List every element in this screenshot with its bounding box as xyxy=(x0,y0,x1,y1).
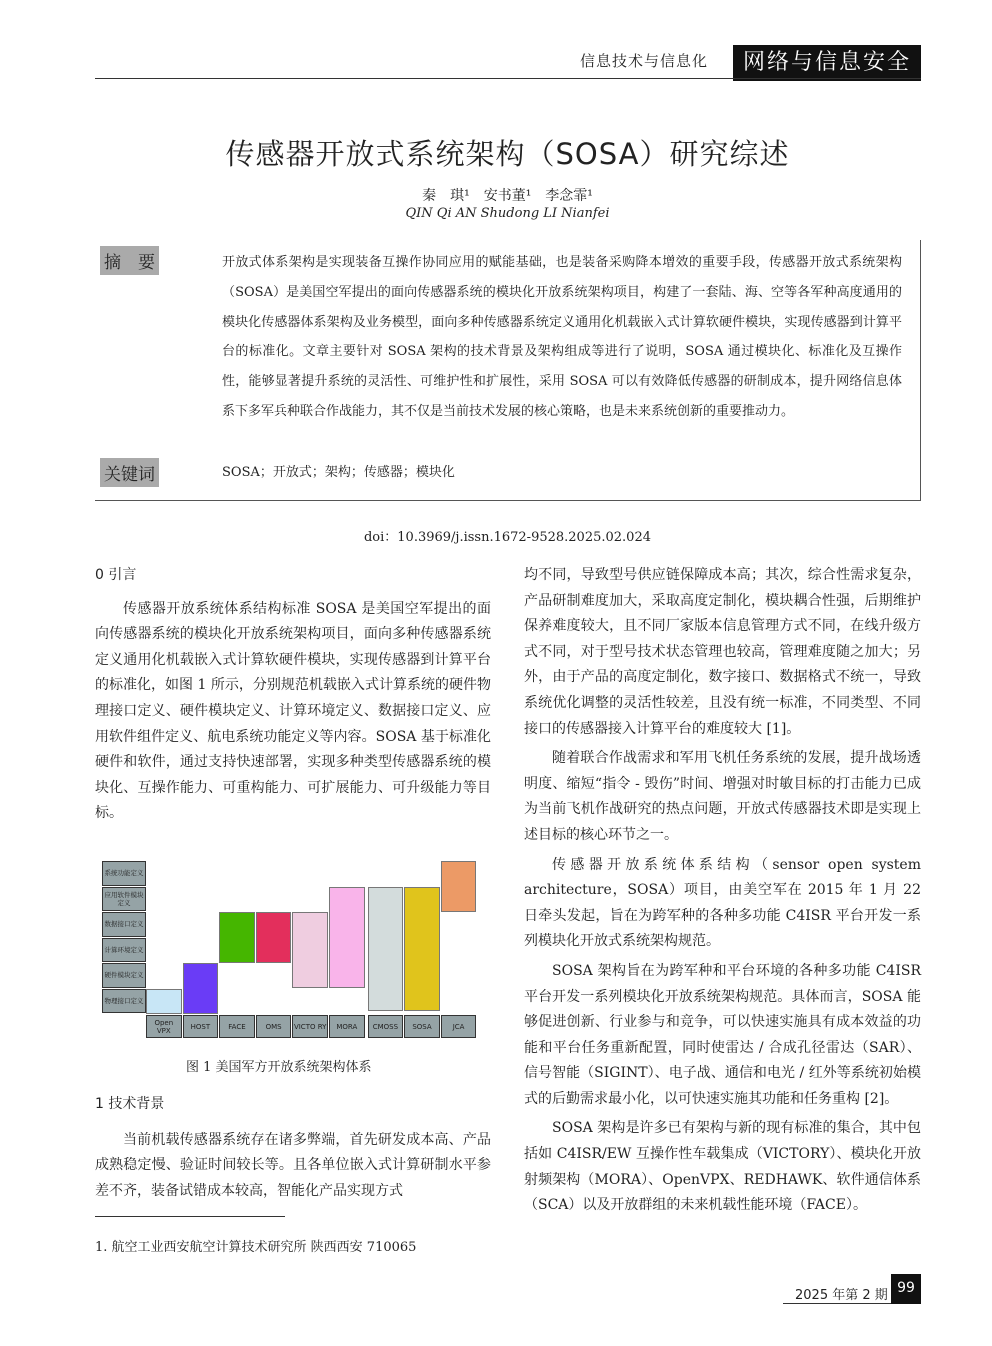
figure-column-label: OMS xyxy=(256,1015,292,1038)
abstract-label: 摘 要 xyxy=(100,246,159,275)
figure-column-label: Open VPX xyxy=(146,1015,182,1038)
figure-row-label: 硬件模块定义 xyxy=(102,963,146,988)
figure-row-label: 数据接口定义 xyxy=(102,912,146,937)
paragraph: SOSA 架构是许多已有架构与新的现有标准的集合，其中包括如 C4ISR/EW 互操作性车载集成（VICTORY）、模块化开放射频架构（MORA）、OpenVPX、REDHAWK、软件通信体系（SCA）以及开放群组的未来机载性能环境（FACE）。 xyxy=(524,1120,921,1214)
figure-row-label: 应用软件模块定义 xyxy=(102,887,146,912)
paragraph: 当前机载传感器系统存在诸多弊端，首先研发成本高、产品成熟稳定慢、验证时间较长等。且各单位嵌入式计算研制水平参差不齐，装备试错成本较高，智能化产品实现方式 xyxy=(95,1131,491,1199)
figure-row-label: 计算环境定义 xyxy=(102,938,146,963)
paragraph: SOSA 架构旨在为跨军种和平台环境的各种多功能 C4ISR 平台开发一系列模块化开放系统架构规范。具体而言，SOSA 能够促进创新、行业参与和竞争，可以快速实施具有成本效益的功能和平台任务重新配置，同时使雷达 / 合成孔径雷达（SAR）、信号智能（SIGINT）、电子战、通信和电光 / 红外等系统初始模式的后勤需求最小化，以可快速实施其功能和任务重构 [2]。 xyxy=(524,962,921,1107)
figure-bar-cmoss xyxy=(368,887,404,1012)
figure-bar-jca xyxy=(441,861,477,912)
doi: doi：10.3969/j.issn.1672-9528.2025.02.024 xyxy=(363,530,651,545)
figure-column-label: HOST xyxy=(183,1015,219,1038)
paragraph: 传感器开放系统体系结构标准 SOSA 是美国空军提出的面向传感器系统的模块化开放系统架构项目，面向多种传感器系统定义通用化机载嵌入式计算软硬件模块，实现传感器到计算平台的标准化，如图 1 所示，分别规范机载嵌入式计算系统的硬件物理接口定义、硬件模块定义、计算环境定义、数据接口定义、应用软件组件定义、航电系统功能定义等内容。SOSA 基于标准化硬件和软件，通过支持快速部署，实现多种类型传感器系统的模块化、互操作能力、可重构能力、可扩展能力、可升级能力等目标。 xyxy=(95,600,491,822)
figure-caption: 图 1 美国军方开放系统架构体系 xyxy=(186,1060,372,1075)
figure-bar-mora xyxy=(329,887,365,988)
left-column-top xyxy=(95,563,491,827)
figure-column-label: FACE xyxy=(219,1015,255,1038)
figure-bar-openvpx xyxy=(146,989,182,1015)
figure-row-label: 物理接口定义 xyxy=(102,989,146,1014)
page-number: 99 xyxy=(891,1274,921,1304)
issue-label: 2025 年第 2 期 xyxy=(795,1288,888,1303)
figure-column-label: SOSA xyxy=(404,1015,440,1038)
paragraph: 传感器开放系统体系结构（sensor open system architecture，SOSA）项目，由美空军在 2015 年 1 月 22 日牵头发起，旨在为跨军种的各种多功能 C4ISR 平台开发一系列模块化开放式系统架构规范。 xyxy=(524,856,921,950)
keywords-label: 关键词 xyxy=(100,458,159,487)
journal-section: 信息技术与信息化 xyxy=(580,52,709,70)
keywords-text: SOSA；开放式；架构；传感器；模块化 xyxy=(222,465,455,480)
footnote: 1. 航空工业西安航空计算技术研究所 陕西西安 710065 xyxy=(95,1240,417,1255)
section-heading: 1 技术背景 xyxy=(95,1096,165,1112)
right-column xyxy=(524,563,921,1219)
authors-en: QIN Qi AN Shudong LI Nianfei xyxy=(405,206,610,221)
figure-bar-host xyxy=(183,963,219,1014)
figure-column-label: CMOSS xyxy=(368,1015,404,1038)
footnote-rule xyxy=(95,1216,285,1217)
section-heading: 0 引言 xyxy=(95,567,137,583)
figure-bar-sosa xyxy=(404,887,440,1012)
figure-bar-oms xyxy=(256,912,292,963)
figure-column-label: JCA xyxy=(441,1015,477,1038)
paragraph: 均不同，导致型号供应链保障成本高；其次，综合性需求复杂，产品研制难度加大，采取高度定制化，模块耦合性强，后期维护保养难度较大，且不同厂家版本信息管理方式不同，在线升级方式不同，对于型号技术状态管理也较高，管理难度随之加大；另外，由于产品的高度定制化，数字接口、数据格式不统一，导致系统优化调整的灵活性较差，且没有统一标准，不同类型、不同接口的传感器接入计算平台的难度较大 [1]。 xyxy=(524,567,921,737)
paper-title: 传感器开放式系统架构（SOSA）研究综述 xyxy=(225,137,790,171)
figure-column-label: VICTO RY xyxy=(292,1015,328,1038)
category-banner: 网络与信息安全 xyxy=(733,45,921,81)
paragraph: 随着联合作战需求和军用飞机任务系统的发展，提升战场透明度、缩短“指令 - 毁伤”时间、增强对时敏目标的打击能力已成为当前飞机作战研究的热点问题，开放式传感器技术即是实现上述目标的核心环节之一。 xyxy=(524,750,921,843)
header-rule xyxy=(95,78,921,79)
figure-1 xyxy=(100,860,485,1038)
authors: 秦 琪¹ 安书董¹ 李念霏¹ xyxy=(422,188,593,204)
abstract-text: 开放式体系架构是实现装备互操作协同应用的赋能基础，也是装备采购降本增效的重要手段，传感器开放式系统架构（SOSA）是美国空军提出的面向传感器系统的模块化开放系统架构项目，构建了一套陆、海、空等各军种高度通用的模块化传感器体系架构及业务模型，面向多种传感器系统定义通用化机载嵌入式计算软硬件模块，实现传感器到计算平台的标准化。文章主要针对 SOSA 架构的技术背景及架构组成等进行了说明，SOSA 通过模块化、标准化及互操作性，能够显著提升系统的灵活性、可维护性和扩展性，采用 SOSA 可以有效降低传感器的研制成本，提升网络信息体系下多军兵种联合作战能力，其不仅是当前技术发展的核心策略，也是未来系统创新的重要推动力。 xyxy=(222,255,902,419)
left-column-bottom xyxy=(95,1092,491,1204)
figure-column-label: MORA xyxy=(329,1015,365,1038)
figure-bar-face xyxy=(219,912,255,963)
figure-row-label: 系统功能定义 xyxy=(102,861,146,886)
figure-bar-victory xyxy=(292,912,328,988)
